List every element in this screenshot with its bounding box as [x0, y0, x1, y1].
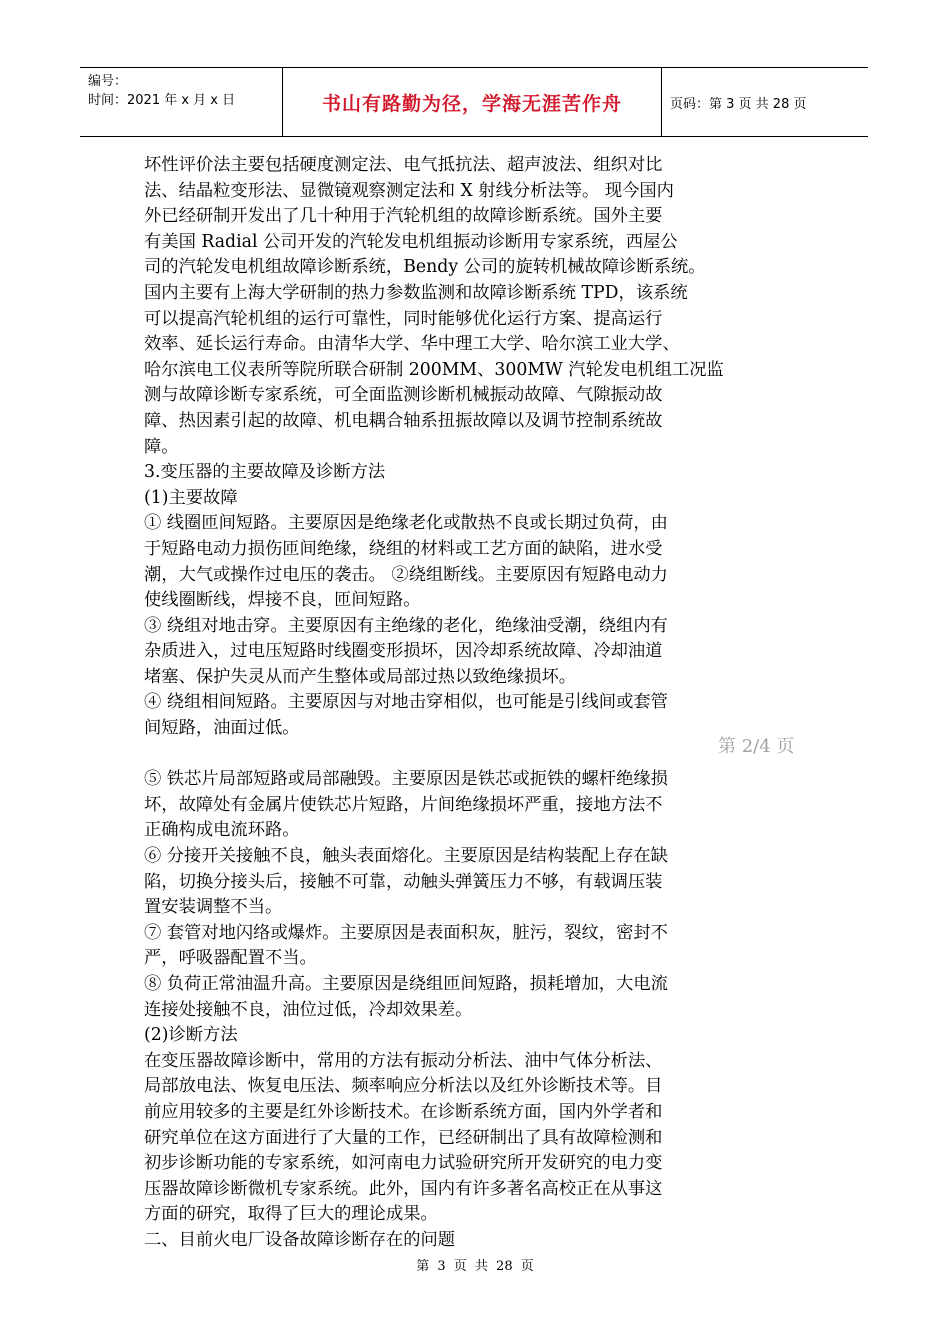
body-line: 正确构成电流环路。	[144, 820, 300, 841]
section-heading: 3.变压器的主要故障及诊断方法	[144, 462, 386, 483]
body-line: 可以提高汽轮机组的运行可靠性，同时能够优化运行方案、提高运行	[144, 308, 663, 329]
body-line: 外已经研制开发出了几十种用于汽轮机组的故障诊断系统。国外主要	[144, 206, 663, 227]
body-line: 哈尔滨电工仪表所等院所联合研制 200MM、300MW 汽轮发电机组工况监	[144, 359, 724, 380]
body-line: 潮，大气或操作过电压的袭击。 ②绕组断线。主要原因有短路电动力	[144, 564, 668, 585]
header-motto: 书山有路勤为径，学海无涯苦作舟	[283, 68, 662, 136]
body-line: ⑧ 负荷正常油温升高。主要原因是绕组匝间短路，损耗增加，大电流	[144, 974, 668, 994]
section-heading: 二、目前火电厂设备故障诊断存在的问题	[144, 1229, 456, 1250]
body-line: 使线圈断线，焊接不良，匝间短路。	[144, 590, 421, 611]
body-line: 方面的研究，取得了巨大的理论成果。	[144, 1204, 438, 1225]
header-page-info: 页码：第 3 页 共 28 页	[670, 96, 807, 112]
body-line: 测与故障诊断专家系统，可全面监测诊断机械振动故障、气隙振动故	[144, 385, 663, 406]
page-header	[80, 67, 868, 137]
body-line: 有美国 Radial 公司开发的汽轮发电机组振动诊断用专家系统，西屋公	[144, 231, 678, 252]
body-line: ④ 绕组相间短路。主要原因与对地击穿相似，也可能是引线间或套管	[144, 692, 668, 713]
body-line: 障。	[144, 436, 179, 457]
body-line: 于短路电动力损伤匝间绝缘，绕组的材料或工艺方面的缺陷，进水受	[144, 538, 663, 559]
body-line: 连接处接触不良，油位过低，冷却效果差。	[144, 999, 473, 1020]
body-line: 前应用较多的主要是红外诊断技术。在诊断系统方面，国内外学者和	[144, 1101, 663, 1122]
body-line: 研究单位在这方面进行了大量的工作，已经研制出了具有故障检测和	[144, 1127, 663, 1148]
body-line: 严，呼吸器配置不当。	[144, 948, 317, 969]
body-line: ⑥ 分接开关接触不良，触头表面熔化。主要原因是结构装配上存在缺	[144, 846, 668, 867]
page-footer: 第 3 页 共 28 页	[416, 1259, 534, 1274]
body-line: 陷，切换分接头后，接触不可靠，动触头弹簧压力不够，有载调压装	[144, 871, 663, 892]
body-line: 坏，故障处有金属片使铁芯片短路，片间绝缘损坏严重，接地方法不	[144, 794, 663, 815]
body-line: 障、热因素引起的故障、机电耦合轴系扭振故障以及调节控制系统故	[144, 410, 663, 431]
body-line: 间短路，油面过低。	[144, 718, 300, 739]
body-line: 法、结晶粒变形法、显微镜观察测定法和 X 射线分析法等。 现今国内	[144, 180, 674, 201]
body-line: 置安装调整不当。	[144, 897, 283, 918]
body-line: ① 线圈匝间短路。主要原因是绝缘老化或散热不良或长期过负荷，由	[144, 513, 668, 534]
body-line: 局部放电法、恢复电压法、频率响应分析法以及红外诊断技术等。目	[144, 1076, 663, 1097]
body-line: 司的汽轮发电机组故障诊断系统，Bendy 公司的旋转机械故障诊断系统。	[144, 257, 706, 278]
body-line: 效率、延长运行寿命。由清华大学、华中理工大学、哈尔滨工业大学、	[144, 334, 680, 355]
body-line: 堵塞、保护失灵从而产生整体或局部过热以致绝缘损坏。	[144, 666, 577, 687]
body-line: 坏性评价法主要包括硬度测定法、电气抵抗法、超声波法、组织对比	[144, 155, 663, 175]
body-line: ⑤ 铁芯片局部短路或局部融毁。主要原因是铁芯或扼铁的螺杆绝缘损	[144, 769, 668, 790]
inner-page-marker: 第 2/4 页	[718, 736, 795, 757]
body-line: ⑦ 套管对地闪络或爆炸。主要原因是表面积灰，脏污，裂纹，密封不	[144, 922, 668, 943]
header-code-label: 编号：	[88, 74, 128, 89]
body-line: 初步诊断功能的专家系统，如河南电力试验研究所开发研究的电力变	[144, 1153, 663, 1174]
subsection-heading: (1)主要故障	[144, 487, 238, 508]
body-line: 压器故障诊断微机专家系统。此外，国内有许多著名高校正在从事这	[144, 1178, 663, 1199]
subsection-heading: (2)诊断方法	[144, 1025, 238, 1046]
body-line: ③ 绕组对地击穿。主要原因有主绝缘的老化，绝缘油受潮，绕组内有	[144, 615, 668, 636]
body-line: 在变压器故障诊断中，常用的方法有振动分析法、油中气体分析法、	[144, 1050, 663, 1071]
header-meta	[80, 68, 283, 136]
document-body	[144, 153, 824, 1254]
header-date: 时间：2021 年 x 月 x 日	[88, 93, 236, 108]
body-line: 国内主要有上海大学研制的热力参数监测和故障诊断系统 TPD，该系统	[144, 282, 688, 303]
body-line: 杂质进入，过电压短路时线圈变形损坏，因冷却系统故障、冷却油道	[144, 641, 663, 662]
